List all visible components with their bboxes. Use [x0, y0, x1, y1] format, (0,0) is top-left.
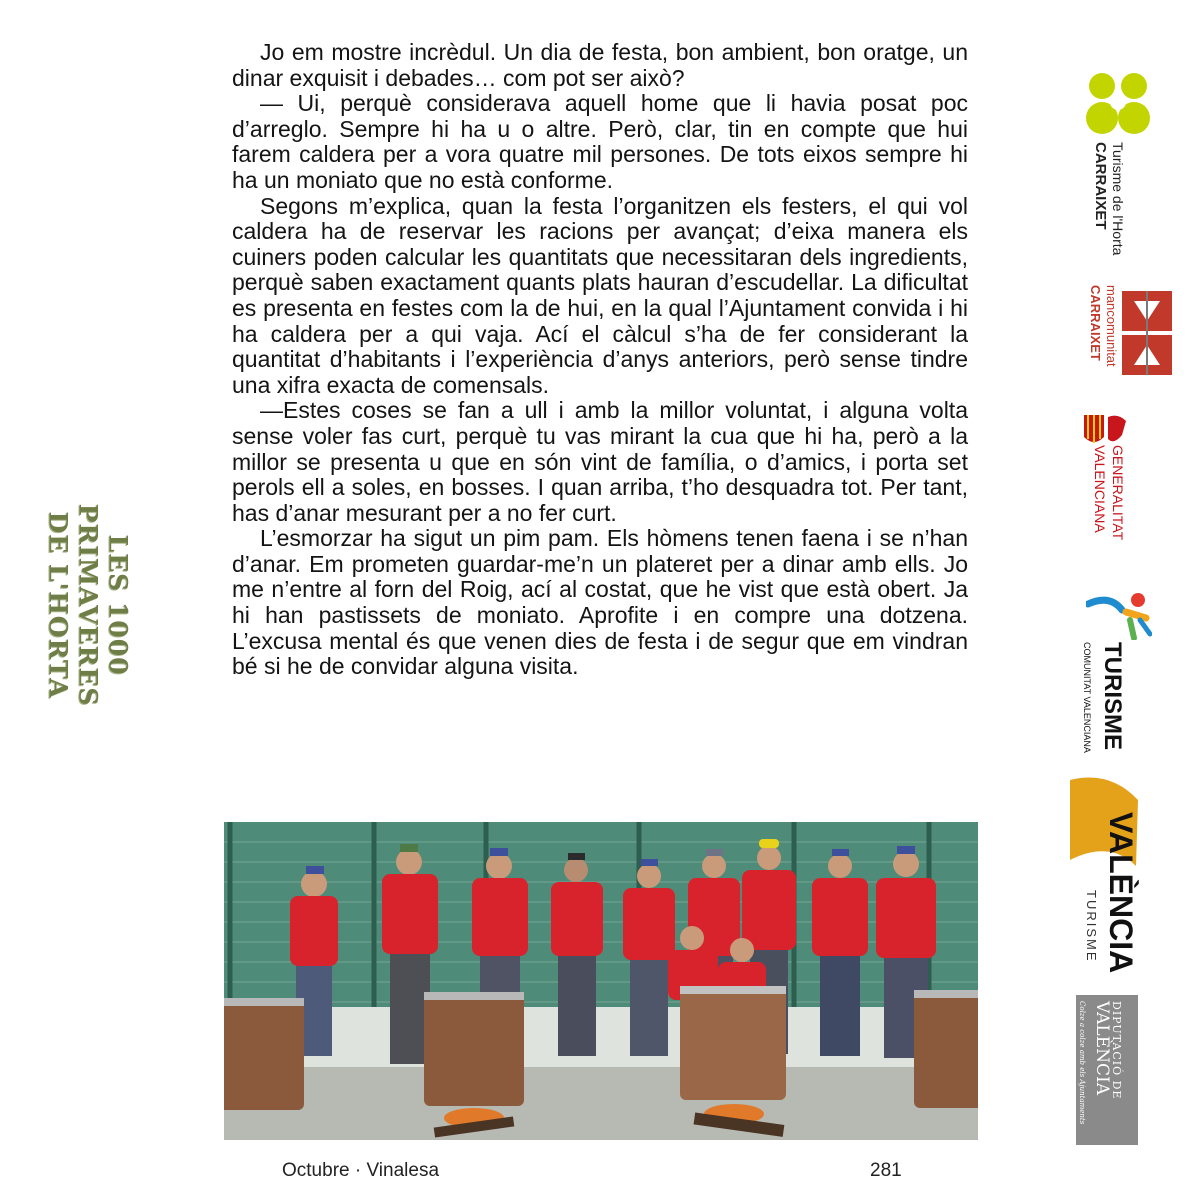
footer-section: Octubre · Vinalesa [282, 1160, 440, 1181]
paragraph: — Ui, perquè considerava aquell home que li havia posat poc d’arreglo. Sempre hi ha u o altre. Però, clar, tin en compte que hui farem caldera per a vora quatre mil persones. De tots eixos sempre hi ha un moniato que no està conforme. [232, 90, 968, 193]
generalitat-line1: GENERALITAT [1110, 445, 1126, 541]
turisme-horta-logo [1080, 70, 1160, 270]
turisme-horta-icon [1084, 70, 1154, 140]
cooks-photo [224, 822, 978, 1140]
turisme-cv-logo [1070, 590, 1170, 760]
book-title-line3: DE L'HORTA [43, 511, 73, 699]
sponsor-logos [1060, 60, 1180, 1160]
valencia-turisme-line1: VALÈNCIA [1103, 812, 1139, 974]
generalitat-shield-icon [1084, 415, 1128, 449]
valencia-turisme-logo [1070, 770, 1170, 1030]
diputacio-line3: Colze a colze amb els Ajuntaments [1078, 1001, 1086, 1125]
article-body [232, 40, 968, 680]
paragraph: —Estes coses se fan a ull i amb la millor voluntat, i alguna volta sense voler fas curt, perquè tu vas mirant la cua que hi ha, però a la millor se presenta u que en són vint de família, o d’amics, i porta set perols ell a soles, en bosses. I quan arriba, t’ho desquadra tot. Per tant, has d’anar mesurant per a no fer curt. [232, 397, 968, 526]
diputacio-line1: DIPUTACIÓ DE [1110, 1001, 1123, 1100]
mancomunitat-logo [1070, 285, 1170, 395]
turisme-cv-icon [1086, 590, 1152, 640]
turisme-cv-line2: COMUNITAT VALENCIANA [1082, 642, 1092, 753]
mancomunitat-icon [1122, 291, 1172, 377]
generalitat-logo [1070, 415, 1170, 555]
generalitat-line2: VALENCIANA [1092, 445, 1108, 533]
mancomunitat-line1: mancomunitat [1104, 285, 1119, 367]
paragraph: L’esmorzar ha sigut un pim pam. Els hòmens tenen faena i se n’han d’anar. Em prometen guardar-me’n un plateret per a dinar amb ells. Jo me n’entre al forn del Roig, ací al costat, que he vist que està obert. Ja hi han pastissets de moniato. Aprofite i en compre una dotzena. L’excusa mental és que venen dies de festa i de segur que em vindran bé si he de convidar alguna visita. [232, 525, 968, 680]
book-title [42, 503, 133, 707]
diputacio-logo [1076, 995, 1138, 1145]
valencia-turisme-line2: TURISME [1084, 890, 1099, 963]
turisme-horta-line2: CARRAIXET [1092, 142, 1109, 230]
paragraph: Jo em mostre incrèdul. Un dia de festa, bon ambient, bon oratge, un dinar exquisit i debades… com pot ser això? [232, 39, 968, 91]
mancomunitat-line2: CARRAIXET [1088, 285, 1103, 361]
diputacio-line2: VALÈNCIA [1092, 1001, 1112, 1095]
cooks-photo-illustration [224, 822, 978, 1140]
turisme-cv-line1: TURISME [1099, 642, 1126, 750]
page-number: 281 [870, 1160, 902, 1181]
turisme-horta-line1: Turisme de l'Horta [1110, 142, 1126, 256]
book-title-line1: LES 1000 [103, 534, 133, 676]
book-title-line2: PRIMAVERES [73, 503, 103, 707]
paragraph: Segons m’explica, quan la festa l’organitzen els festers, el qui vol caldera ha de reservar les racions per avançat; d’eixa manera els cuiners poden calcular les quantitats que necessitaran dels ingredients, perquè saben exactament quants plats hauran d’escudellar. La dificultat es presenta en festes com la de hui, en la qual l’Ajuntament convida i hi ha caldera per a qui vaja. Ací el càlcul s’ha de fer considerant la quantitat d’habitants i l’experiència d’anys anteriors, però sense tindre una xifra exacta de comensals. [232, 192, 968, 398]
